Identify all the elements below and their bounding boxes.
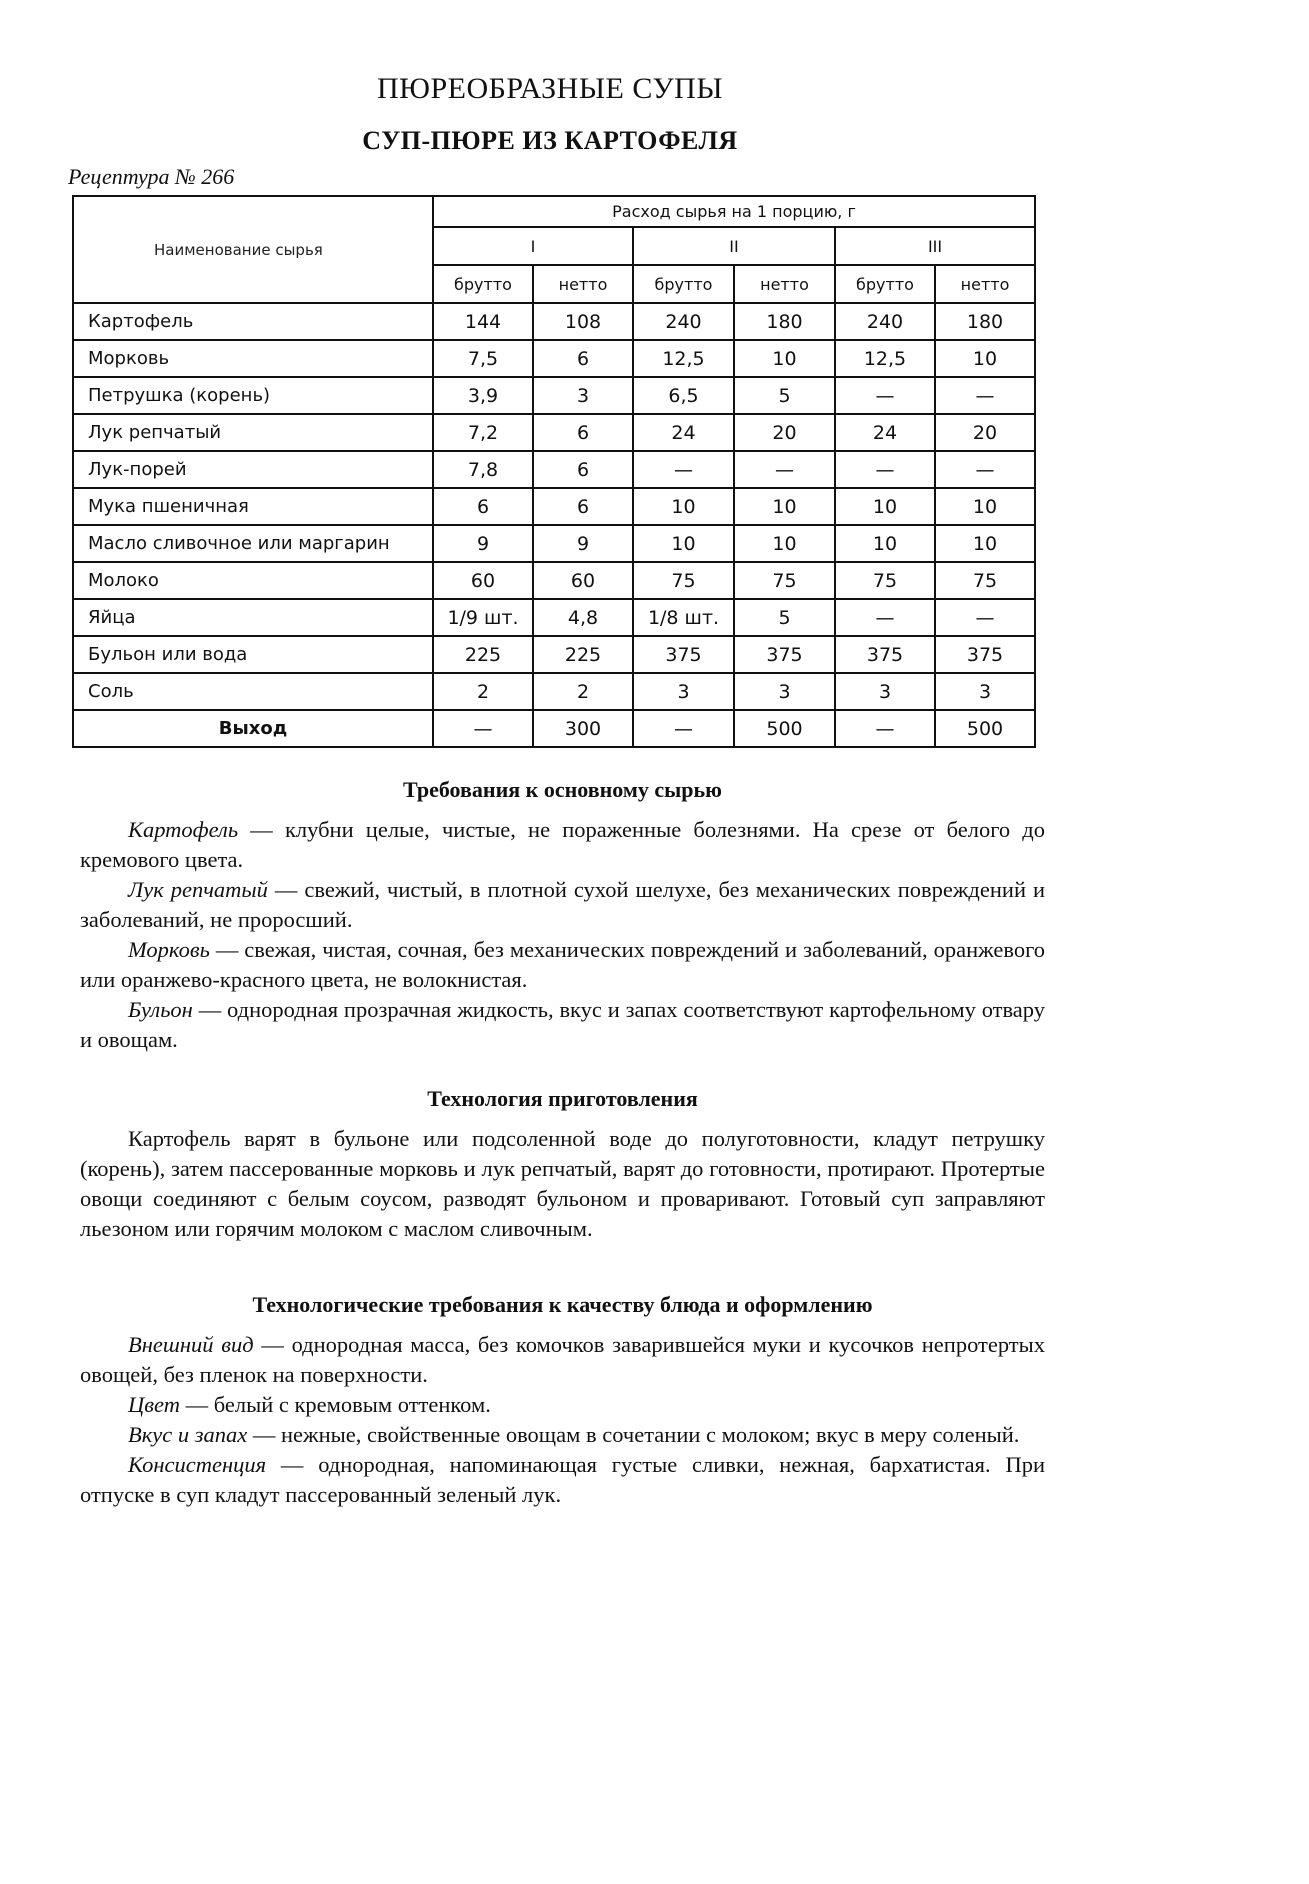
term-description: — нежные, свойственные овощам в сочетании с молоком; вкус в меру соленый. — [247, 1422, 1020, 1447]
netto-cell: 3 — [935, 673, 1035, 710]
brutto-cell: 2 — [433, 673, 533, 710]
section-title: ПЮРЕОБРАЗНЫЕ СУПЫ — [376, 72, 724, 105]
brutto-cell: 6 — [433, 488, 533, 525]
column-header-netto: нетто — [935, 265, 1035, 303]
recipe-number: Рецептура № 266 — [68, 164, 235, 189]
paragraph — [80, 935, 1045, 995]
brutto-cell: 24 — [835, 414, 935, 451]
column-header-portion-1: I — [433, 227, 633, 265]
ingredient-name: Лук репчатый — [73, 414, 433, 451]
netto-cell: 180 — [734, 303, 835, 340]
term-label: Цвет — [128, 1392, 180, 1417]
brutto-cell: — — [433, 710, 533, 747]
column-header-brutto: брутто — [835, 265, 935, 303]
brutto-cell: 9 — [433, 525, 533, 562]
brutto-cell: 225 — [433, 636, 533, 673]
term-label: Вкус и запах — [128, 1422, 248, 1447]
technology-text: Картофель варят в бульоне или подсоленной воде до полуготовности, кладут петрушку (корень), затем пассерованные морковь и лук репчатый, варят до готовности, протирают. Протертые овощи соединяют с белым соусом, разводят бульоном и проваривают. Готовый суп заправляют льезоном или горячим молоком с маслом сливочным. — [80, 1126, 1045, 1241]
ingredient-name: Выход — [73, 710, 433, 747]
brutto-cell: 7,2 — [433, 414, 533, 451]
paragraph — [80, 1390, 1045, 1420]
netto-cell: 10 — [935, 340, 1035, 377]
term-description: — клубни целые, чистые, не пораженные болезнями. На срезе от белого до кремового цвета. — [80, 817, 1045, 872]
netto-cell: 180 — [935, 303, 1035, 340]
netto-cell: 10 — [734, 488, 835, 525]
netto-cell: 75 — [734, 562, 835, 599]
netto-cell: 3 — [533, 377, 633, 414]
term-description: — белый с кремовым оттенком. — [179, 1392, 491, 1417]
brutto-cell: — — [835, 451, 935, 488]
table-row — [73, 562, 1035, 599]
ingredient-name: Яйца — [73, 599, 433, 636]
netto-cell: 6 — [533, 451, 633, 488]
column-header-portion-3: III — [835, 227, 1035, 265]
netto-cell: 500 — [734, 710, 835, 747]
ingredient-name: Петрушка (корень) — [73, 377, 433, 414]
quality-list — [80, 1330, 1045, 1510]
brutto-cell: 375 — [633, 636, 734, 673]
requirements-heading: Требования к основному сырью — [403, 777, 722, 802]
brutto-cell: — — [633, 710, 734, 747]
column-header-consumption: Расход сырья на 1 порцию, г — [433, 196, 1035, 227]
netto-cell: 5 — [734, 599, 835, 636]
netto-cell: 75 — [935, 562, 1035, 599]
term-description: — однородная прозрачная жидкость, вкус и запах соответствуют картофельному отвару и овощам. — [80, 997, 1045, 1052]
netto-cell: — — [935, 599, 1035, 636]
brutto-cell: 12,5 — [633, 340, 734, 377]
brutto-cell: 24 — [633, 414, 734, 451]
column-header-netto: нетто — [533, 265, 633, 303]
brutto-cell: 10 — [633, 488, 734, 525]
netto-cell: 10 — [734, 525, 835, 562]
recipe-title: СУП-ПЮРЕ ИЗ КАРТОФЕЛЯ — [362, 126, 738, 155]
requirements-section — [80, 775, 1045, 1055]
ingredient-name: Молоко — [73, 562, 433, 599]
netto-cell: 5 — [734, 377, 835, 414]
netto-cell: 6 — [533, 340, 633, 377]
brutto-cell: 1/9 шт. — [433, 599, 533, 636]
brutto-cell: 6,5 — [633, 377, 734, 414]
term-label: Консистенция — [128, 1452, 267, 1477]
netto-cell: 10 — [935, 525, 1035, 562]
term-label: Картофель — [128, 817, 239, 842]
term-description: — однородная, напоминающая густые сливки, нежная, бархатистая. При отпуске в суп кладут пассерованный зеленый лук. — [80, 1452, 1045, 1507]
brutto-cell: 240 — [835, 303, 935, 340]
quality-heading: Технологические требования к качеству блюда и оформлению — [252, 1292, 873, 1317]
brutto-cell: 1/8 шт. — [633, 599, 734, 636]
brutto-cell: — — [835, 710, 935, 747]
technology-section — [80, 1084, 1045, 1244]
paragraph — [80, 995, 1045, 1055]
column-header-brutto: брутто — [633, 265, 734, 303]
brutto-cell: — — [835, 377, 935, 414]
paragraph — [80, 1330, 1045, 1390]
brutto-cell: 3,9 — [433, 377, 533, 414]
netto-cell: 20 — [935, 414, 1035, 451]
netto-cell: 6 — [533, 414, 633, 451]
quality-section — [80, 1290, 1045, 1510]
term-label: Лук репчатый — [128, 877, 268, 902]
brutto-cell: — — [633, 451, 734, 488]
paragraph — [80, 875, 1045, 935]
term-description: — свежий, чистый, в плотной сухой шелухе, без механических повреждений и заболеваний, не проросший. — [80, 877, 1045, 932]
brutto-cell: 10 — [835, 488, 935, 525]
netto-cell: — — [734, 451, 835, 488]
term-label: Бульон — [128, 997, 193, 1022]
table-row — [73, 525, 1035, 562]
netto-cell: 6 — [533, 488, 633, 525]
ingredient-name: Лук-порей — [73, 451, 433, 488]
ingredient-name: Мука пшеничная — [73, 488, 433, 525]
paragraph — [80, 1450, 1045, 1510]
netto-cell: — — [935, 377, 1035, 414]
yield-row — [73, 710, 1035, 747]
brutto-cell: — — [835, 599, 935, 636]
netto-cell: 2 — [533, 673, 633, 710]
brutto-cell: 7,5 — [433, 340, 533, 377]
column-header-netto: нетто — [734, 265, 835, 303]
table-row — [73, 303, 1035, 340]
term-label: Морковь — [128, 937, 210, 962]
netto-cell: 225 — [533, 636, 633, 673]
netto-cell: 500 — [935, 710, 1035, 747]
brutto-cell: 10 — [633, 525, 734, 562]
ingredients-body — [73, 303, 1035, 747]
brutto-cell: 75 — [835, 562, 935, 599]
brutto-cell: 375 — [835, 636, 935, 673]
brutto-cell: 60 — [433, 562, 533, 599]
netto-cell: 10 — [734, 340, 835, 377]
ingredient-name: Картофель — [73, 303, 433, 340]
brutto-cell: 144 — [433, 303, 533, 340]
table-row — [73, 340, 1035, 377]
table-row — [73, 636, 1035, 673]
ingredient-name: Масло сливочное или маргарин — [73, 525, 433, 562]
term-description: — однородная масса, без комочков заварившейся муки и кусочков непротертых овощей, без пленок на поверхности. — [80, 1332, 1045, 1387]
brutto-cell: 7,8 — [433, 451, 533, 488]
ingredient-name: Бульон или вода — [73, 636, 433, 673]
brutto-cell: 10 — [835, 525, 935, 562]
netto-cell: 60 — [533, 562, 633, 599]
netto-cell: 20 — [734, 414, 835, 451]
table-row — [73, 414, 1035, 451]
term-description: — свежая, чистая, сочная, без механических повреждений и заболеваний, оранжевого или оранжево-красного цвета, не волокнистая. — [80, 937, 1045, 992]
ingredient-name: Морковь — [73, 340, 433, 377]
netto-cell: 9 — [533, 525, 633, 562]
netto-cell: 375 — [734, 636, 835, 673]
table-row — [73, 377, 1035, 414]
netto-cell: 375 — [935, 636, 1035, 673]
netto-cell: — — [935, 451, 1035, 488]
column-header-ingredient: Наименование сырья — [73, 196, 433, 303]
netto-cell: 10 — [935, 488, 1035, 525]
brutto-cell: 3 — [835, 673, 935, 710]
table-row — [73, 488, 1035, 525]
brutto-cell: 3 — [633, 673, 734, 710]
netto-cell: 4,8 — [533, 599, 633, 636]
ingredients-table — [72, 195, 1036, 748]
netto-cell: 300 — [533, 710, 633, 747]
brutto-cell: 75 — [633, 562, 734, 599]
column-header-portion-2: II — [633, 227, 835, 265]
requirements-list — [80, 815, 1045, 1055]
table-row — [73, 451, 1035, 488]
paragraph — [80, 1420, 1045, 1450]
table-row — [73, 673, 1035, 710]
brutto-cell: 240 — [633, 303, 734, 340]
table-row — [73, 599, 1035, 636]
technology-heading: Технология приготовления — [427, 1086, 698, 1111]
netto-cell: 3 — [734, 673, 835, 710]
netto-cell: 108 — [533, 303, 633, 340]
brutto-cell: 12,5 — [835, 340, 935, 377]
paragraph — [80, 815, 1045, 875]
term-label: Внешний вид — [128, 1332, 254, 1357]
ingredient-name: Соль — [73, 673, 433, 710]
column-header-brutto: брутто — [433, 265, 533, 303]
